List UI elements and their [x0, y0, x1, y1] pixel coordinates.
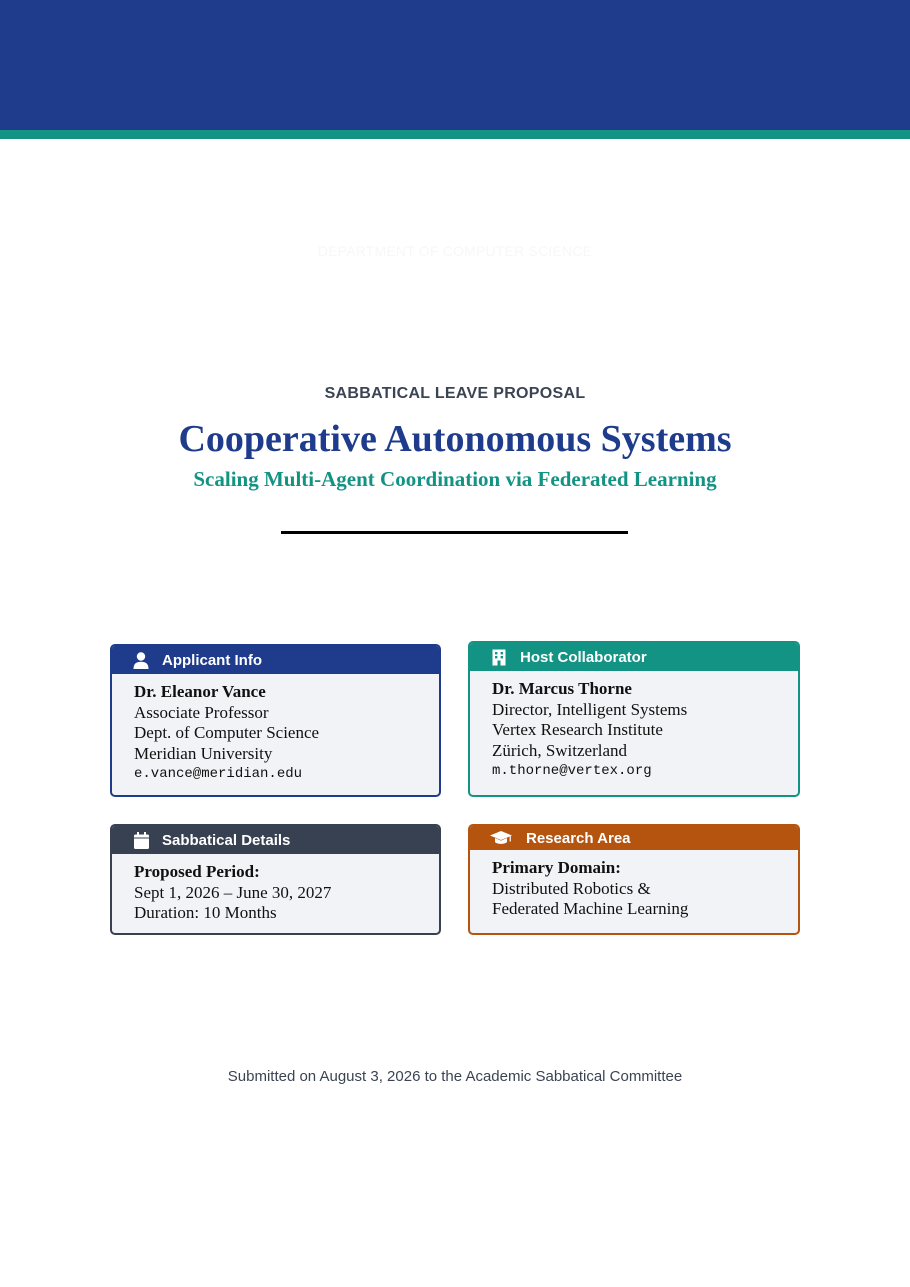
- calendar-icon: [132, 831, 150, 849]
- applicant-institution: Meridian University: [134, 743, 273, 763]
- host-location: Zürich, Switzerland: [492, 740, 628, 760]
- host-email: m.thorne@vertex.org: [492, 763, 652, 780]
- host-collaborator-header: [470, 643, 798, 671]
- applicant-email: e.vance@meridian.edu: [134, 766, 303, 783]
- primary-domain-line-2: Federated Machine Learning: [492, 899, 689, 919]
- page-subtitle: Scaling Multi-Agent Coordination via Federated Learning: [193, 467, 717, 491]
- primary-domain-line-1: Distributed Robotics &: [492, 878, 651, 898]
- header-band: [0, 0, 910, 130]
- sabbatical-details-body: [112, 854, 439, 924]
- research-area-body: [470, 850, 798, 920]
- sabbatical-details-heading: Sabbatical Details: [162, 831, 291, 849]
- sabbatical-duration: Duration: 10 Months: [134, 903, 277, 923]
- applicant-info-card: [110, 644, 441, 797]
- applicant-name: Dr. Eleanor Vance: [134, 682, 266, 701]
- host-collaborator-heading: Host Collaborator: [520, 648, 647, 666]
- host-institution: Vertex Research Institute: [492, 720, 663, 740]
- research-area-heading: Research Area: [526, 829, 631, 847]
- host-collaborator-card: [468, 641, 800, 797]
- sabbatical-details-card: [110, 824, 441, 935]
- sabbatical-details-header: [112, 826, 439, 854]
- applicant-info-body: [112, 674, 439, 785]
- submission-note: Submitted on August 3, 2026 to the Academic Sabbatical Committee: [227, 1068, 683, 1085]
- building-icon: [490, 648, 508, 666]
- applicant-info-heading: Applicant Info: [162, 651, 262, 669]
- applicant-title: Associate Professor: [134, 702, 269, 722]
- host-title: Director, Intelligent Systems: [492, 699, 688, 719]
- host-collaborator-body: [470, 671, 798, 782]
- page-title: Cooperative Autonomous Systems: [178, 418, 732, 460]
- host-name: Dr. Marcus Thorne: [492, 679, 632, 698]
- title-divider: [281, 531, 628, 534]
- graduation-cap-icon: [490, 829, 512, 847]
- proposed-period-dates: Sept 1, 2026 – June 30, 2027: [134, 882, 332, 902]
- document-type-label: SABBATICAL LEAVE PROPOSAL: [324, 385, 586, 402]
- proposed-period-label: Proposed Period:: [134, 862, 260, 881]
- applicant-department: Dept. of Computer Science: [134, 723, 320, 743]
- research-area-card: [468, 824, 800, 935]
- department-label: DEPARTMENT OF COMPUTER SCIENCE: [317, 243, 593, 259]
- user-icon: [132, 651, 150, 669]
- research-area-header: [470, 826, 798, 850]
- applicant-info-header: [112, 646, 439, 674]
- primary-domain-label: Primary Domain:: [492, 858, 621, 877]
- header-accent-rule: [0, 130, 910, 139]
